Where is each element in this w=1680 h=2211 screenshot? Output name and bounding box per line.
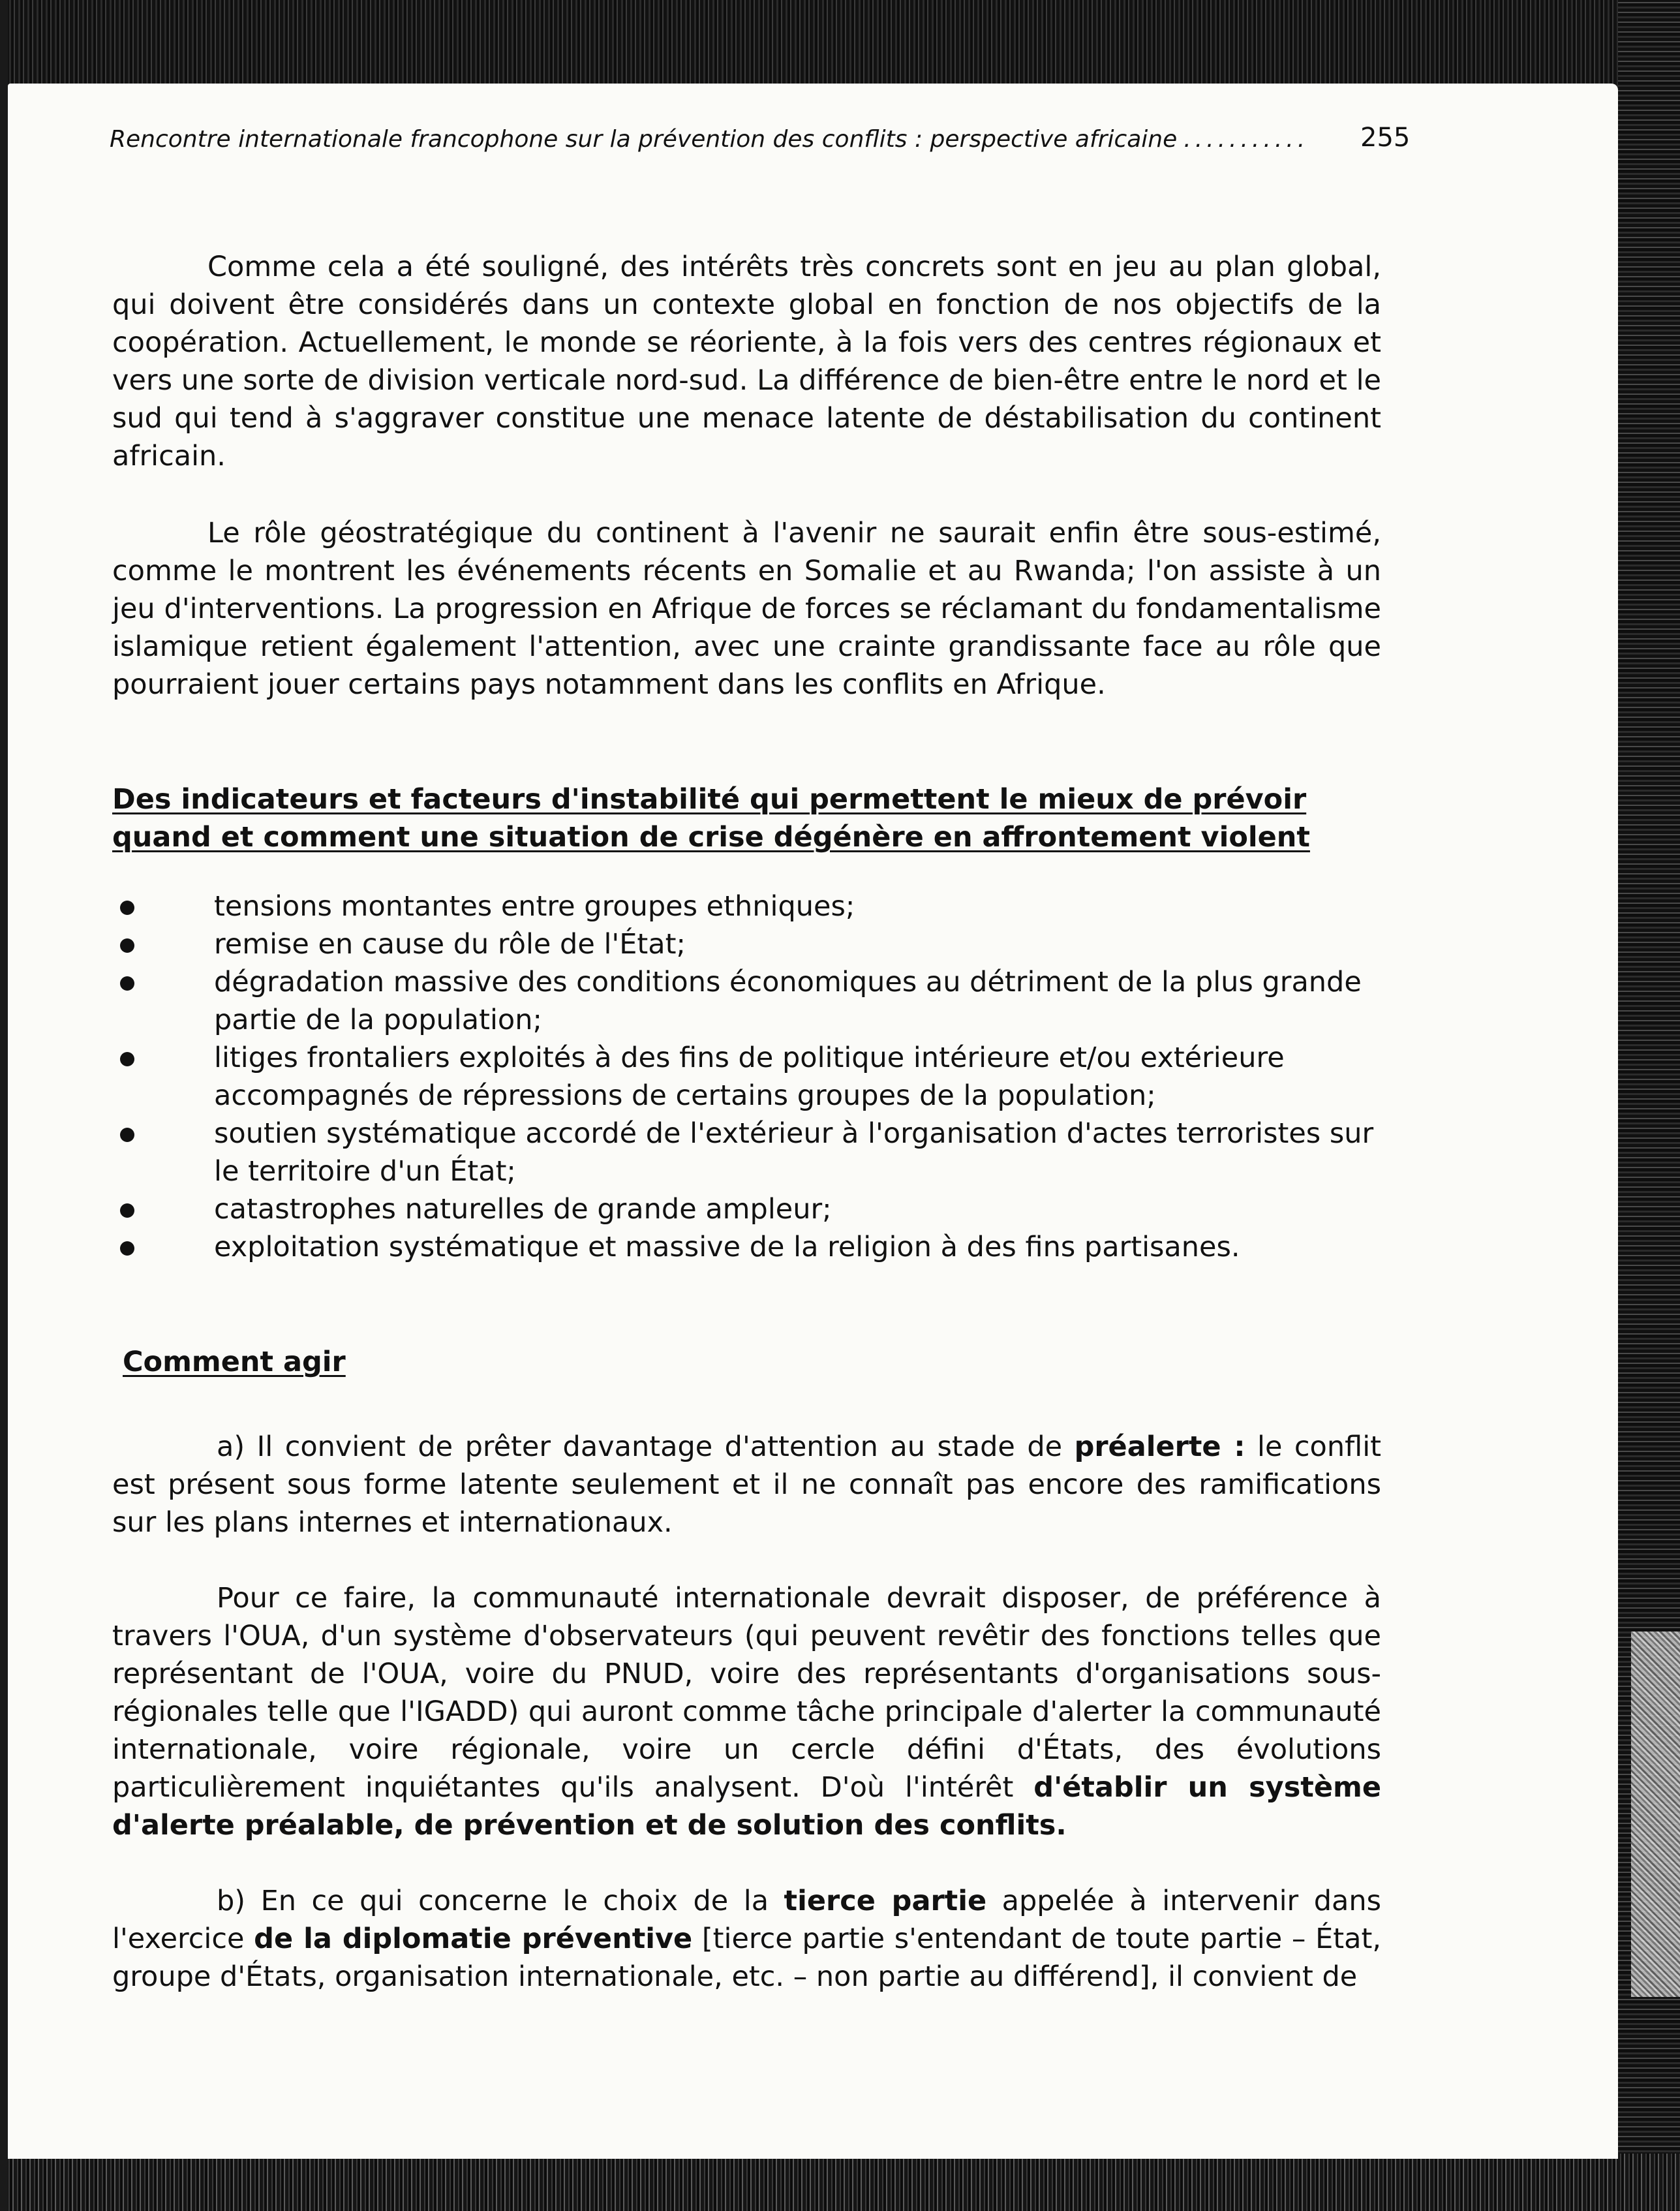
observers-lead: Pour ce faire, la communauté internationale devrait disposer, de préférence à travers l'OUA, d'un système d'observateurs (qui peuvent revêtir des fonctions telles que représentant de l'OUA, voire du PNUD, voire des représentants d'organisations sous-régionales telle que l'IGADD) qui auront comme tâche principale d'alerter la communauté internationale, voire régionale, voire un cercle défini d'États, des évolutions particulièrement inquiétantes qu'ils analysent. D'où l'intérêt: [112, 1582, 1381, 1804]
list-item: [112, 888, 1381, 925]
third-party-lead: b) En ce qui concerne le choix de la: [217, 1885, 784, 1917]
third-party-term: tierce partie: [784, 1885, 987, 1917]
list-item-text: litiges frontaliers exploités à des fins de politique intérieure et/ou extérieure accompagnés de répressions de certains groupes de la population;: [214, 1042, 1285, 1112]
list-item-text: tensions montantes entre groupes ethniques;: [214, 890, 855, 923]
paragraph-prealert: [112, 1428, 1381, 1541]
list-item: [112, 963, 1381, 1039]
list-item: [112, 1228, 1381, 1266]
section-heading-indicators: Des indicateurs et facteurs d'instabilité qui permettent le mieux de prévoir quand et comment une situation de crise dégénère en affrontement violent: [112, 783, 1310, 854]
list-item-text: catastrophes naturelles de grande ampleur;: [214, 1193, 832, 1226]
list-item: [112, 1115, 1381, 1190]
section-heading-comment-agir: Comment agir: [123, 1346, 346, 1378]
observers-emphasis: d'établir un système d'alerte préalable, de prévention et de solution des conflits.: [112, 1771, 1381, 1842]
bullet-icon: [120, 901, 134, 915]
page-number: 255: [1360, 123, 1411, 153]
scan-border-bottom: [0, 2154, 1680, 2211]
bullet-icon: [120, 1052, 134, 1066]
paragraph-observers: [112, 1579, 1381, 1844]
prealert-lead: a) Il convient de prêter davantage d'attention au stade de: [217, 1430, 1075, 1463]
bullet-icon: [120, 1203, 134, 1218]
paragraph-global-interests: Comme cela a été souligné, des intérêts très concrets sont en jeu au plan global, qui doivent être considérés dans un contexte global en fonction de nos objectifs de la coopération. Actuellement, le monde se réoriente, à la fois vers des centres régionaux et vers une sorte de division verticale nord-sud. La différence de bien-être entre le nord et le sud qui tend à s'aggraver constitue une menace latente de déstabilisation du continent africain.: [112, 251, 1381, 472]
leader-dots: ...........: [1184, 126, 1309, 153]
third-party-mid: appelée à intervenir dans l'exercice: [112, 1885, 1381, 1955]
list-item-text: remise en cause du rôle de l'État;: [214, 928, 686, 961]
subheading-row: [112, 1343, 1381, 1381]
list-item: [112, 925, 1381, 963]
indicator-list: [112, 888, 1381, 1266]
list-item: [112, 1190, 1381, 1228]
list-item-text: soutien systématique accordé de l'extérieur à l'organisation d'actes terroristes sur le territoire d'un État;: [214, 1117, 1374, 1188]
bullet-icon: [120, 976, 134, 991]
bullet-icon: [120, 1241, 134, 1256]
list-item: [112, 1039, 1381, 1115]
bullet-icon: [120, 1128, 134, 1142]
list-item-text: dégradation massive des conditions économiques au détriment de la plus grande partie de la population;: [214, 966, 1362, 1036]
scan-noise-patch: [1631, 1631, 1680, 1997]
list-item-text: exploitation systématique et massive de la religion à des fins partisanes.: [214, 1231, 1240, 1263]
scan-border-left: [0, 0, 8, 2211]
paragraph-third-party: [112, 1882, 1381, 1996]
paragraph-geostrategic-role: Le rôle géostratégique du continent à l'avenir ne saurait enfin être sous-estimé, comme le montrent les événements récents en Somalie et au Rwanda; l'on assiste à un jeu d'interventions. La progression en Afrique de forces se réclamant du fondamentalisme islamique retient également l'attention, avec une crainte grandissante face au rôle que pourraient jouer certains pays notamment dans les conflits en Afrique.: [112, 517, 1381, 701]
running-title: Rencontre internationale francophone sur la prévention des conflits : perspective africaine: [110, 126, 1178, 153]
page-body: [112, 248, 1381, 1996]
prealert-rest: le conflit est présent sous forme latente seulement et il ne connaît pas encore des ramifications sur les plans internes et internationaux.: [112, 1430, 1381, 1539]
third-party-rest: [tierce partie s'entendant de toute partie – État, groupe d'États, organisation internationale, etc. – non partie au différend], il convient de: [112, 1923, 1381, 1993]
prealert-term: préalerte :: [1074, 1430, 1245, 1463]
bullet-icon: [120, 938, 134, 953]
running-header: [110, 124, 1408, 155]
preventive-diplomacy-term: de la diplomatie préventive: [254, 1923, 693, 1955]
